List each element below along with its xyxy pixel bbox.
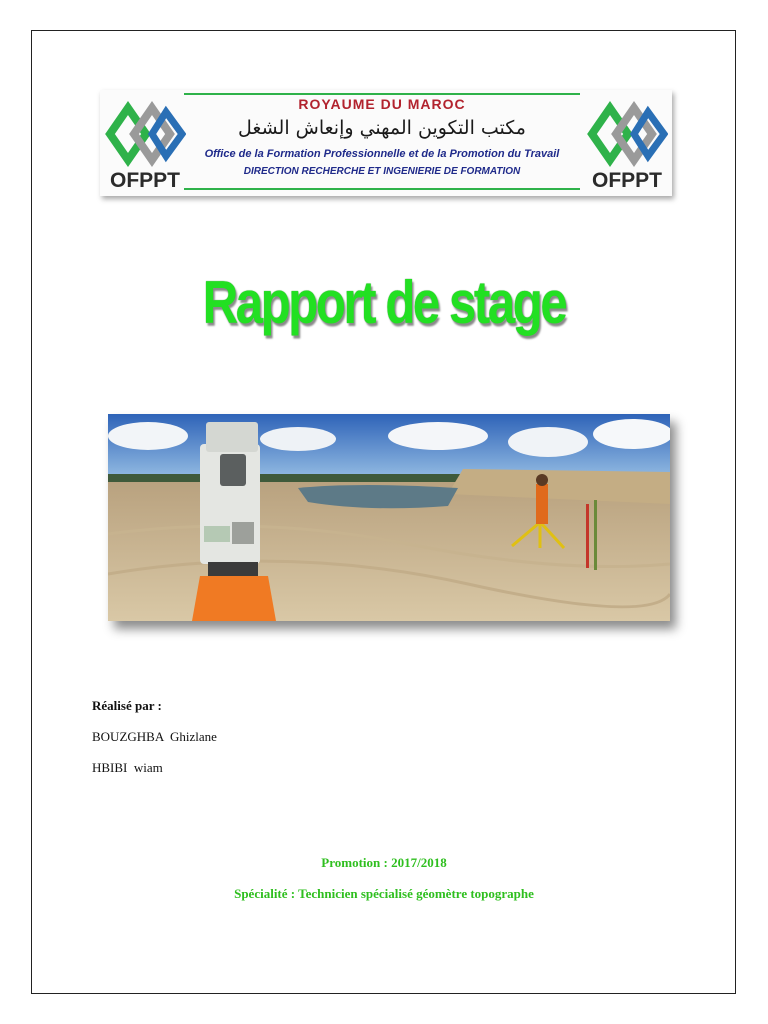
arabic-office-name: مكتب التكوين المهني وإنعاش الشغل	[238, 117, 526, 139]
report-title: Rapport de stage	[202, 269, 566, 336]
ofppt-logo-right	[586, 94, 668, 192]
banner-rule-top	[184, 93, 580, 95]
total-station-survey-icon	[108, 414, 670, 621]
header-banner	[100, 90, 672, 196]
survey-photo	[108, 414, 670, 621]
ofppt-logo-left	[104, 94, 186, 192]
direction-name: DIRECTION RECHERCHE ET INGENIERIE DE FORMATION	[243, 166, 521, 177]
ofppt-chain-icon	[104, 94, 186, 172]
realise-par-label: Réalisé par :	[92, 698, 162, 713]
banner-rule-bottom	[184, 188, 580, 190]
ofppt-chain-icon	[586, 94, 668, 172]
logo-text-right: OFPPT	[591, 169, 662, 192]
office-name: Office de la Formation Professionnelle et de la Promotion du Travail	[204, 148, 560, 160]
author-name: BOUZGHBA Ghizlane	[92, 729, 217, 744]
banner-center	[184, 90, 580, 196]
author-name: HBIBI wiam	[92, 760, 163, 775]
specialite-text: Spécialité : Technicien spécialisé géomètre topographe	[234, 886, 534, 901]
promotion-text: Promotion : 2017/2018	[321, 855, 447, 870]
logo-text-left: OFPPT	[109, 169, 180, 192]
kingdom-text: ROYAUME DU MAROC	[298, 96, 466, 112]
